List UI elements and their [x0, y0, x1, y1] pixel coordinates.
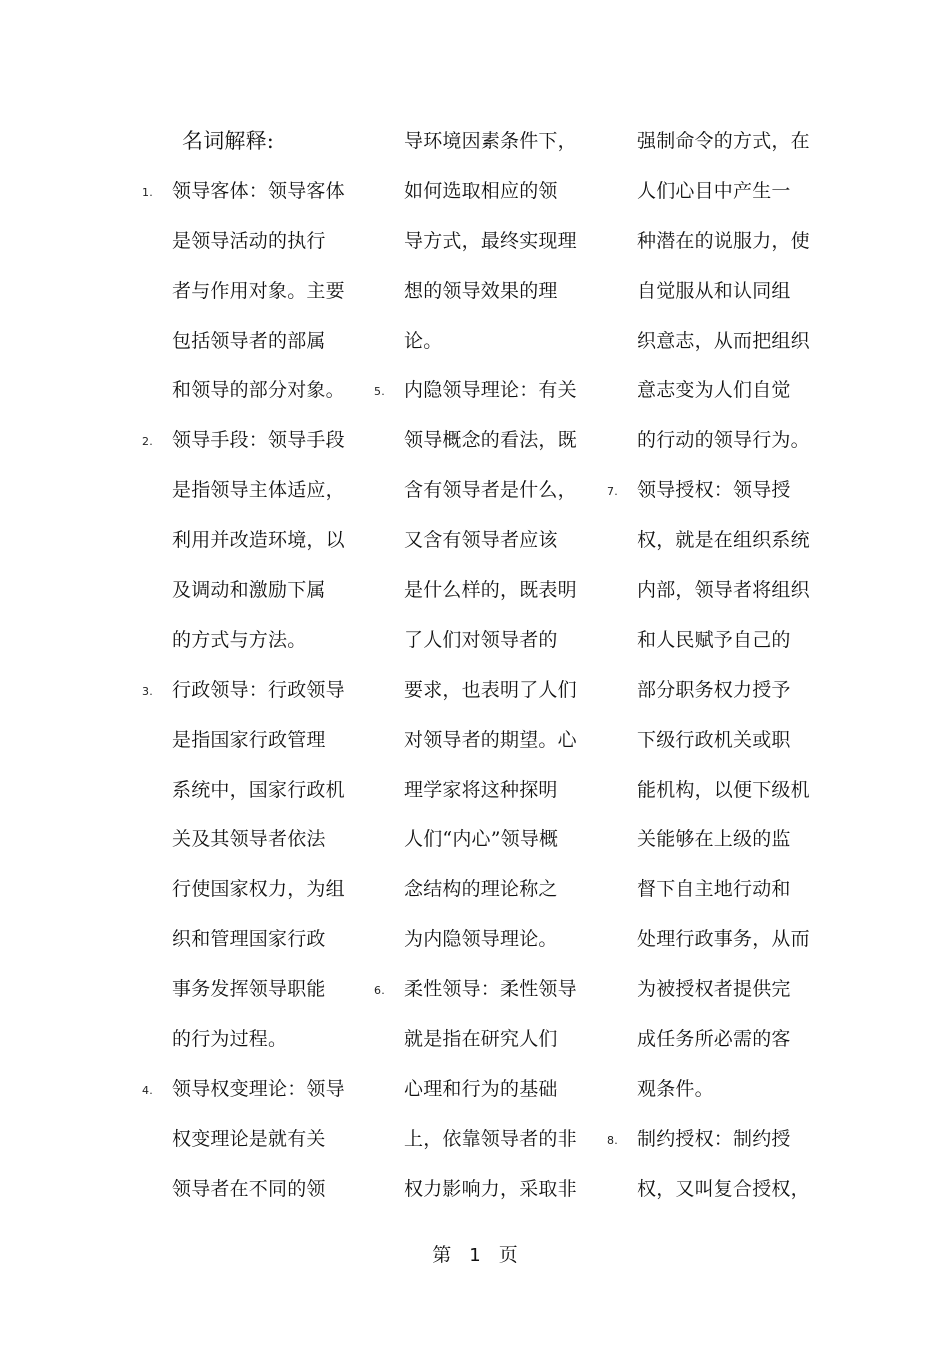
list-item-line: 和领导的部分对象。	[172, 379, 345, 402]
list-item-line: 关能够在上级的监	[637, 828, 791, 851]
list-item-line: 了人们对领导者的	[404, 628, 558, 651]
list-item-line: 成任务所必需的客	[637, 1028, 791, 1051]
list-item-line: 含有领导者是什么，	[404, 479, 577, 502]
list-item-number: 3.	[142, 684, 153, 698]
list-item-line: 处理行政事务，从而	[637, 928, 810, 951]
list-item-number: 8.	[607, 1133, 618, 1147]
list-item-line: 是指国家行政管理	[172, 728, 326, 751]
list-item-line: 导环境因素条件下，	[404, 130, 577, 152]
list-item-line: 1. 领导客体：领导客体	[172, 167, 352, 217]
list-item-line: 内部，领导者将组织	[637, 579, 810, 602]
list-item-line: 7. 领导授权：领导授	[637, 466, 822, 516]
list-item-line: 及调动和激励下属	[172, 579, 326, 602]
list-item-line: 自觉服从和认同组	[637, 279, 791, 302]
list-item-line: 8. 制约授权：制约授	[637, 1115, 822, 1165]
list-item-line: 利用并改造环境，以	[172, 529, 345, 552]
column-2	[374, 117, 589, 1215]
list-item-line: 理学家将这种探明	[404, 778, 558, 801]
list-item-line: 3. 行政领导：行政领导	[172, 666, 352, 716]
list-item-line: 人们心目中产生一	[637, 179, 791, 202]
page-number: 1	[469, 1245, 481, 1266]
list-item-line: 是领导活动的执行	[172, 229, 326, 252]
list-item-line: 事务发挥领导职能	[172, 978, 326, 1001]
list-item-number: 5.	[374, 385, 385, 399]
column-1	[142, 117, 352, 1215]
list-item-line: 和人民赋予自己的	[637, 628, 791, 651]
list-item-line: 是指领导主体适应，	[172, 479, 345, 502]
page-footer	[0, 1238, 950, 1273]
list-item-line: 观条件。	[637, 1077, 714, 1100]
list-item-line: 织意志，从而把组织	[637, 329, 810, 352]
list-item-line: 部分职务权力授予	[637, 678, 791, 701]
list-item-line: 又含有领导者应该	[404, 529, 558, 552]
list-item-line: 如何选取相应的领	[404, 179, 558, 202]
list-item-line: 者与作用对象。主要	[172, 279, 345, 302]
list-item-line: 系统中，国家行政机	[172, 778, 345, 801]
page-label-prefix: 第	[432, 1244, 452, 1266]
list-item-line: 为被授权者提供完	[637, 978, 791, 1001]
list-item-line: 5. 内隐领导理论：有关	[404, 366, 589, 416]
list-item-line: 人们“内心”领导概	[404, 828, 559, 851]
list-item-line: 对领导者的期望。心	[404, 728, 577, 751]
list-item-line: 念结构的理论称之	[404, 878, 558, 901]
list-item-number: 6.	[374, 984, 385, 998]
list-item-line: 的方式与方法。	[172, 628, 307, 651]
list-item-number: 2.	[142, 435, 153, 449]
section-heading: 名词解释:	[182, 129, 275, 153]
list-item-line: 要求，也表明了人们	[404, 678, 577, 701]
list-item-line: 权，又叫复合授权，	[637, 1177, 810, 1200]
list-item-line: 心理和行为的基础	[404, 1077, 558, 1100]
list-item-line: 6. 柔性领导：柔性领导	[404, 965, 589, 1015]
list-item-line: 权力影响力，采取非	[404, 1177, 577, 1200]
list-item-line: 2. 领导手段：领导手段	[172, 416, 352, 466]
list-item-line: 上，依靠领导者的非	[404, 1127, 577, 1150]
list-item-number: 1.	[142, 185, 153, 199]
list-item-line: 种潜在的说服力，使	[637, 229, 810, 252]
list-item-line: 权变理论是就有关	[172, 1127, 326, 1150]
list-item-line: 的行为过程。	[172, 1028, 288, 1051]
list-item-number: 4.	[142, 1083, 153, 1097]
list-item-line: 领导概念的看法，既	[404, 429, 577, 452]
column-3	[607, 117, 822, 1215]
list-item-line: 包括领导者的部属	[172, 329, 326, 352]
list-item-line: 督下自主地行动和	[637, 878, 791, 901]
list-item-line: 论。	[404, 329, 443, 352]
list-item-line: 织和管理国家行政	[172, 928, 326, 951]
list-item-line: 领导者在不同的领	[172, 1177, 326, 1200]
list-item-line: 想的领导效果的理	[404, 279, 558, 302]
list-item-line: 是什么样的，既表明	[404, 579, 577, 602]
list-item-line: 关及其领导者依法	[172, 828, 326, 851]
list-item-line: 强制命令的方式，在	[637, 130, 810, 152]
list-item-line: 4. 领导权变理论：领导	[172, 1065, 352, 1115]
page-label-suffix: 页	[498, 1244, 518, 1266]
list-item-line: 行使国家权力，为组	[172, 878, 345, 901]
list-item-line: 意志变为人们自觉	[637, 379, 791, 402]
list-item-line: 下级行政机关或职	[637, 728, 791, 751]
list-item-line: 权，就是在组织系统	[637, 529, 810, 552]
list-item-line: 导方式，最终实现理	[404, 229, 577, 252]
list-item-line: 为内隐领导理论。	[404, 928, 558, 951]
list-item-line: 就是指在研究人们	[404, 1028, 558, 1051]
list-item-number: 7.	[607, 485, 618, 499]
list-item-line: 能机构，以便下级机	[637, 778, 810, 801]
list-item-line: 的行动的领导行为。	[637, 429, 810, 452]
